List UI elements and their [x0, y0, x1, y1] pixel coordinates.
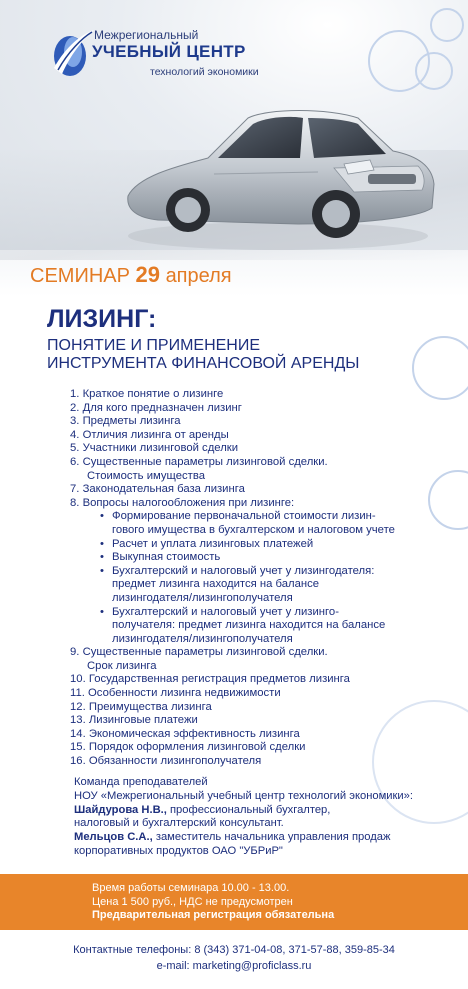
logo-swoosh-icon [52, 26, 96, 78]
list-item: 13. Лизинговые платежи [70, 714, 198, 727]
list-item: 10. Государственная регистрация предметов лизинга [70, 673, 350, 686]
list-item: 4. Отличия лизинга от аренды [70, 428, 229, 441]
list-item: 12. Преимущества лизинга [70, 700, 212, 713]
teacher-1: Шайдурова Н.В., профессиональный бухгалтер, [74, 803, 331, 816]
sub-list-item: • Бухгалтерский и налоговый учет у лизинго- получателя: предмет лизинга находится на балансе лизингодателя/лизингополучателя [98, 606, 440, 647]
sub-list-item: • Расчет и уплата лизинговых платежей [98, 538, 440, 552]
contact-email[interactable]: e-mail: marketing@proficlass.ru [156, 960, 312, 972]
sub-list-item: • Формирование первоначальной стоимости лизин- гового имущества в бухгалтерском и налоговом учете [98, 510, 440, 537]
seminar-month: апреля [165, 265, 232, 287]
info-banner [0, 874, 468, 930]
teachers-block [74, 776, 454, 859]
contacts [0, 942, 468, 974]
contact-phones: Контактные телефоны: 8 (343) 371-04-08, 371-57-88, 359-85-34 [73, 944, 395, 956]
seminar-price: Цена 1 500 руб., НДС не предусмотрен [92, 895, 293, 908]
teacher-1-role: налоговый и бухгалтерский консультант. [74, 817, 284, 830]
decor-circle [430, 8, 464, 42]
list-item: 14. Экономическая эффективность лизинга [70, 727, 300, 740]
list-item: 5. Участники лизинговой сделки [70, 442, 239, 455]
logo-line-3: технологий экономики [150, 66, 259, 78]
seminar-day: 29 [135, 262, 160, 287]
sub-list-item: • Бухгалтерский и налоговый учет у лизингодателя: предмет лизинга находится на балансе лизингодателя/лизингополучателя [98, 565, 440, 606]
subtitle-line-2: ИНСТРУМЕНТА ФИНАНСОВОЙ АРЕНДЫ [47, 355, 360, 372]
team-org: НОУ «Межрегиональный учебный центр технологий экономики»: [74, 789, 414, 802]
subtopics-list [70, 510, 440, 646]
list-item: 2. Для кого предназначен лизинг [70, 401, 242, 414]
list-item: 16. Обязанности лизингополучателя [70, 755, 262, 768]
list-item: 11. Особенности лизинга недвижимости [70, 687, 281, 700]
team-heading: Команда преподавателей [74, 776, 208, 788]
list-item-continuation: Срок лизинга [87, 659, 157, 672]
page-subtitle [47, 337, 359, 373]
logo [52, 26, 259, 83]
list-item: 6. Существенные параметры лизинговой сделки. Стоимость имущества [70, 456, 440, 483]
list-item-continuation: Стоимость имущества [87, 469, 205, 482]
list-item: 1. Краткое понятие о лизинге [70, 388, 224, 400]
decor-circle [415, 52, 453, 90]
subtitle-line-1: ПОНЯТИЕ И ПРИМЕНЕНИЕ [47, 337, 261, 354]
list-item: 15. Порядок оформления лизинговой сделки [70, 741, 306, 754]
list-item: 8. Вопросы налогообложения при лизинге: • Формирование первоначальной стоимости лизин- гового имущества в бухгалтерском и налоговом учете • Расчет и уплата лизинговых платежей • Выкупная стоимость • Бухгалтерский и налоговый учет у лизингодателя: предмет лизинга находится на балансе лизингодателя/лизингополучателя • Бухгалтерский и налоговый учет у лизинго- получателя: предмет лизинга находится на балансе лизингодателя/лизингополучателя [70, 497, 440, 647]
seminar-date [30, 262, 232, 288]
teacher-2-role: корпоративных продуктов ОАО "УБРиР" [74, 844, 283, 857]
page-title: ЛИЗИНГ: [47, 305, 157, 333]
logo-line-2: УЧЕБНЫЙ ЦЕНТР [92, 42, 246, 61]
teacher-2: Мельцов С.А., заместитель начальника управления продаж [74, 831, 391, 844]
list-item: 7. Законодательная база лизинга [70, 483, 245, 496]
car-image [118, 96, 438, 256]
topics-list [70, 388, 440, 769]
registration-note: Предварительная регистрация обязательна [92, 909, 335, 921]
seminar-label: СЕМИНАР [30, 265, 130, 287]
list-item: 3. Предметы лизинга [70, 415, 181, 428]
sub-list-item: • Выкупная стоимость [98, 551, 440, 565]
logo-line-1: Межрегиональный [94, 28, 199, 42]
seminar-hours: Время работы семинара 10.00 - 13.00. [92, 882, 290, 894]
list-item: 9. Существенные параметры лизинговой сделки. Срок лизинга [70, 646, 440, 673]
